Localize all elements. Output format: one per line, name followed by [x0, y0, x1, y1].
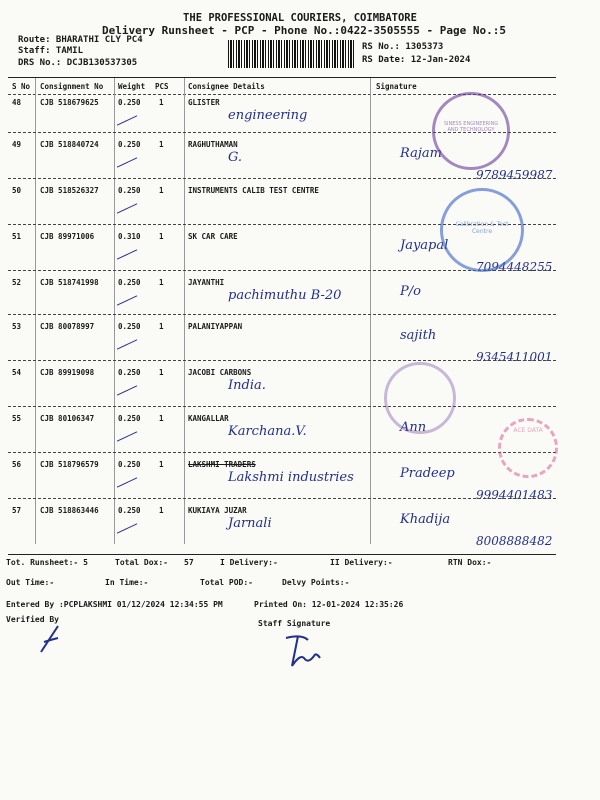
- row-divider: [8, 314, 556, 315]
- staff-label: Staff: TAMIL: [18, 46, 84, 56]
- row-sno: 54: [12, 368, 22, 377]
- row-consignee: SK CAR CARE: [188, 232, 238, 241]
- row-pcs: 1: [159, 460, 164, 469]
- col-sno: S No: [12, 82, 31, 91]
- row-consignment: CJB 518796579: [40, 460, 99, 469]
- row-handwritten-name: India.: [228, 378, 266, 393]
- calibration-stamp: [440, 188, 524, 272]
- tick-mark: [117, 431, 137, 441]
- row-pcs: 1: [159, 368, 164, 377]
- row-consignment: CJB 518863446: [40, 506, 99, 515]
- row-weight: 0.250: [118, 414, 141, 423]
- row-phone: 7094448255: [476, 260, 553, 274]
- totals-rule: [8, 554, 556, 555]
- row-consignee: KUKIAYA JUZAR: [188, 506, 247, 515]
- stamp-text: Calibration & Test Centre: [455, 221, 509, 235]
- entered-by: Entered By :PCPLAKSHMI 01/12/2024 12:34:55 PM: [6, 600, 223, 609]
- row-signature: Rajam: [400, 146, 442, 161]
- in-time: In Time:-: [105, 578, 149, 587]
- row-sno: 50: [12, 186, 22, 195]
- row-pcs: 1: [159, 322, 164, 331]
- tick-mark: [117, 203, 137, 213]
- row-consignment: CJB 80078997: [40, 322, 95, 331]
- row-divider: [8, 406, 556, 407]
- col-consignee: Consignee Details: [188, 82, 265, 91]
- row-signature: Ann: [400, 420, 427, 435]
- row-signature: Jayapal: [400, 238, 449, 253]
- col-consignment: Consignment No: [40, 82, 104, 91]
- row-signature: P/o: [400, 284, 421, 299]
- row-weight: 0.250: [118, 460, 141, 469]
- row-weight: 0.250: [118, 186, 141, 195]
- row-consignment: CJB 518679625: [40, 98, 99, 107]
- row-handwritten-name: Jarnali: [228, 516, 272, 531]
- row-signature: Pradeep: [400, 466, 455, 481]
- barcode: [228, 40, 354, 68]
- row-consignment: CJB 89971006: [40, 232, 95, 241]
- stamp-text: ACE DATA: [513, 427, 543, 434]
- row-consignment: CJB 518840724: [40, 140, 99, 149]
- row-sno: 49: [12, 140, 22, 149]
- row-weight: 0.250: [118, 98, 141, 107]
- row-handwritten-name: Karchana.V.: [228, 424, 307, 439]
- row-signature: Khadija: [400, 512, 451, 527]
- row-pcs: 1: [159, 232, 164, 241]
- printed-on: Printed On: 12-01-2024 12:35:26: [254, 600, 404, 609]
- row-phone: 8008888482: [476, 534, 553, 548]
- company-stamp: [432, 92, 510, 170]
- col-divider: [370, 78, 371, 544]
- row-consignment: CJB 89919098: [40, 368, 95, 377]
- row-phone: 9789459987: [476, 168, 553, 182]
- row-weight: 0.250: [118, 322, 141, 331]
- staff-signature-label: Staff Signature: [258, 619, 331, 628]
- col-signature: Signature: [376, 82, 417, 91]
- row-sno: 52: [12, 278, 22, 287]
- row-divider: [8, 178, 556, 179]
- row-handwritten-name: pachimuthu B-20: [228, 288, 342, 303]
- out-time: Out Time:-: [6, 578, 55, 587]
- row-sno: 56: [12, 460, 22, 469]
- stamp-text: SINESS ENGINEERING AND TECHNOLOGY: [443, 121, 499, 133]
- row-consignee: RAGHUTHAMAN: [188, 140, 238, 149]
- total-dox-value: 57: [184, 558, 194, 567]
- tick-mark: [117, 157, 137, 167]
- staff-signature: [278, 628, 326, 672]
- tick-mark: [117, 115, 137, 125]
- rs-number: RS No.: 1305373: [362, 42, 444, 52]
- row-consignee: GLISTER: [188, 98, 220, 107]
- row-consignee: PALANIYAPPAN: [188, 322, 243, 331]
- verifier-signature: [36, 622, 66, 656]
- ace-stamp: [498, 418, 558, 478]
- row-handwritten-name: engineering: [228, 108, 308, 123]
- row-pcs: 1: [159, 98, 164, 107]
- verified-by: Verified By: [6, 615, 59, 624]
- tick-mark: [117, 339, 137, 349]
- col-divider: [184, 78, 185, 544]
- row-pcs: 1: [159, 140, 164, 149]
- rtn-dox: RTN Dox:-: [448, 558, 492, 567]
- row-weight: 0.250: [118, 506, 141, 515]
- row-handwritten-name: G.: [228, 150, 243, 165]
- row-phone: 9345411001: [476, 350, 553, 364]
- row-consignee: LAKSHMI TRADERS: [188, 460, 256, 469]
- row-consignee: JAYANTHI: [188, 278, 225, 287]
- rs-date: RS Date: 12-Jan-2024: [362, 55, 471, 65]
- row-sno: 55: [12, 414, 22, 423]
- faded-stamp: [384, 362, 456, 434]
- row-divider: [8, 452, 556, 453]
- row-weight: 0.250: [118, 278, 141, 287]
- row-sno: 57: [12, 506, 22, 515]
- drs-number: DRS No.: DCJB130537305: [18, 58, 138, 68]
- row-pcs: 1: [159, 278, 164, 287]
- row-sno: 51: [12, 232, 22, 241]
- tick-mark: [117, 523, 137, 533]
- row-sno: 53: [12, 322, 22, 331]
- company-name: THE PROFESSIONAL COURIERS, COIMBATORE: [183, 12, 417, 24]
- row-consignment: CJB 518741998: [40, 278, 99, 287]
- col-divider: [114, 78, 115, 544]
- row-consignee: INSTRUMENTS CALIB TEST CENTRE: [188, 186, 319, 195]
- col-divider: [35, 78, 36, 544]
- total-dox-label: Total Dox:-: [115, 558, 168, 567]
- row-consignee: JACOBI CARBONS: [188, 368, 252, 377]
- tick-mark: [117, 249, 137, 259]
- row-weight: 0.250: [118, 140, 141, 149]
- route-label: Route: BHARATHI CLY PC4: [18, 35, 143, 45]
- row-pcs: 1: [159, 506, 164, 515]
- row-pcs: 1: [159, 186, 164, 195]
- row-weight: 0.250: [118, 368, 141, 377]
- delvy-points: Delvy Points:-: [282, 578, 350, 587]
- i-delivery: I Delivery:-: [220, 558, 278, 567]
- tick-mark: [117, 385, 137, 395]
- tick-mark: [117, 477, 137, 487]
- row-phone: 9994401483: [476, 488, 553, 502]
- col-weight: Weight: [118, 82, 146, 91]
- row-consignment: CJB 518526327: [40, 186, 99, 195]
- total-pod: Total POD:-: [200, 578, 253, 587]
- row-divider: [8, 360, 556, 361]
- row-signature: sajith: [400, 328, 437, 343]
- row-weight: 0.310: [118, 232, 141, 241]
- ii-delivery: II Delivery:-: [330, 558, 393, 567]
- row-consignment: CJB 80106347: [40, 414, 95, 423]
- row-pcs: 1: [159, 414, 164, 423]
- header-rule-top: [8, 77, 556, 78]
- tick-mark: [117, 295, 137, 305]
- row-handwritten-name: Lakshmi industries: [228, 470, 354, 485]
- row-consignee: KANGALLAR: [188, 414, 229, 423]
- runsheet-heading: Delivery Runsheet - PCP - Phone No.:0422-3505555 - Page No.:5: [102, 24, 506, 37]
- total-runsheet: Tot. Runsheet:- 5: [6, 558, 88, 567]
- row-sno: 48: [12, 98, 22, 107]
- row-divider: [8, 498, 556, 499]
- col-pcs: PCS: [155, 82, 169, 91]
